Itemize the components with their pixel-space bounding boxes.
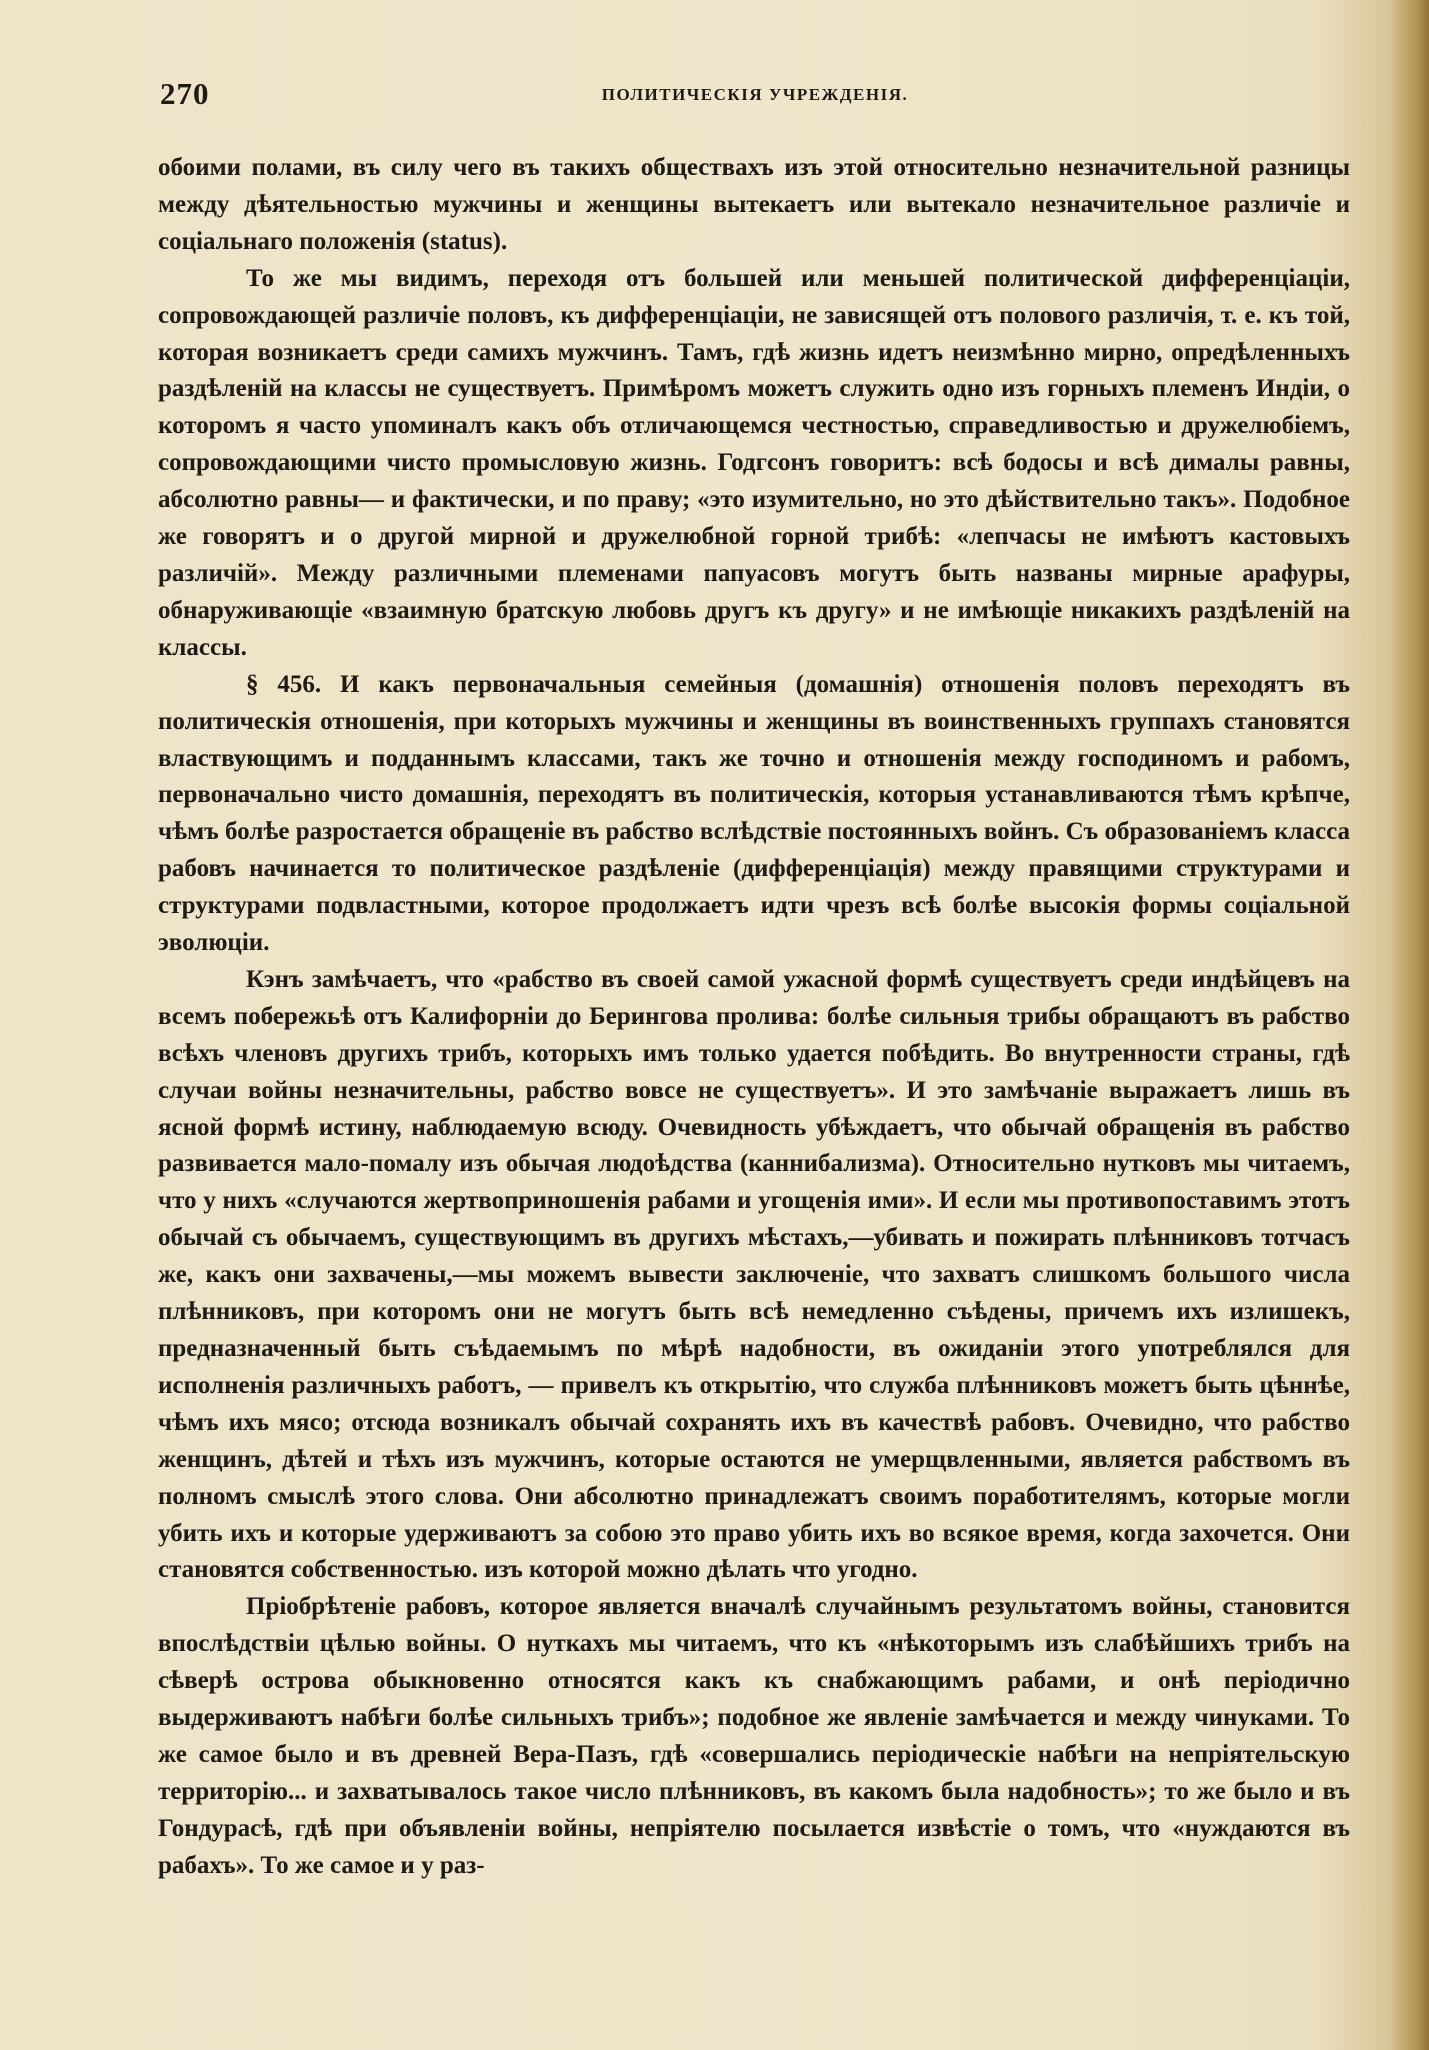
paragraph: Кэнъ замѣчаетъ, что «рабство въ своей самой ужасной формѣ существуетъ среди индѣйцевъ на всемъ побережьѣ отъ Калифорніи до Берингова пролива: болѣе сильныя трибы обращаютъ въ рабство всѣхъ членовъ другихъ трибъ, которыхъ имъ только удается побѣдить. Во внутренности страны, гдѣ случаи войны незначительны, рабство вовсе не существуетъ». И это замѣчаніе выражаетъ лишь въ ясной формѣ истину, наблюдаемую всюду. Очевидность убѣждаетъ, что обычай обращенія въ рабство развивается мало-помалу изъ обычая людоѣдства (каннибализма). Относительно нутковъ мы читаемъ, что у нихъ «случаются жертвоприношенія рабами и угощенія ими». И если мы противопоставимъ этотъ обычай съ обычаемъ, существующимъ въ другихъ мѣстахъ,—убивать и пожирать плѣнниковъ тотчасъ же, какъ они захвачены,—мы можемъ вывести заключеніе, что захватъ слишкомъ большого числа плѣнниковъ, при которомъ они не могутъ быть всѣ немедленно съѣдены, причемъ ихъ излишекъ, предназначенный быть съѣдаемымъ по мѣрѣ надобности, въ ожиданіи этого употреблялся для исполненія различныхъ работъ, — привелъ къ открытію, что служба плѣнниковъ можетъ быть цѣннѣе, чѣмъ ихъ мясо; отсюда возникалъ обычай сохранять ихъ въ качествѣ рабовъ. Очевидно, что рабство женщинъ, дѣтей и тѣхъ изъ мужчинъ, которые остаются не умерщвленными, является рабствомъ въ полномъ смыслѣ этого слова. Они абсолютно принадлежатъ своимъ поработителямъ, которые могли убить ихъ и которые удерживаютъ за собою это право убить ихъ во всякое время, когда захочется. Они становятся собственностью. изъ которой можно дѣлать что угодно. — [158, 965, 1350, 1584]
page-header — [160, 76, 1350, 116]
paragraph: То же мы видимъ, переходя отъ большей или меньшей политической дифференціаціи, сопровождающей различіе половъ, къ дифференціаціи, не зависящей отъ полового различія, т. е. къ той, которая возникаетъ среди самихъ мужчинъ. Тамъ, гдѣ жизнь идетъ неизмѣнно мирно, опредѣленныхъ раздѣленій на классы не существуетъ. Примѣромъ можетъ служить одно изъ горныхъ племенъ Индіи, о которомъ я часто упоминалъ какъ объ отличающемся честностью, справедливостью и дружелюбіемъ, сопровождающими чисто промысловую жизнь. Годгсонъ говоритъ: всѣ бодосы и всѣ дималы равны, абсолютно равны— и фактически, и по праву; «это изумительно, но это дѣйствительно такъ». Подобное же говорятъ и о другой мирной и дружелюбной горной трибѣ: «лепчасы не имѣютъ кастовыхъ различій». Между различными племенами папуасовъ могутъ быть названы мирные арафуры, обнаруживающіе «взаимную братскую любовь другъ къ другу» и не имѣющіе никакихъ раздѣленій на классы. — [158, 264, 1350, 661]
running-title: ПОЛИТИЧЕСКІЯ УЧРЕЖДЕНІЯ. — [601, 85, 909, 104]
page-body-text — [158, 150, 1350, 1885]
paragraph-section-456: § 456. И какъ первоначальныя семейныя (домашнія) отношенія половъ переходятъ въ политическія отношенія, при которыхъ мужчины и женщины въ воинственныхъ группахъ становятся властвующимъ и подданнымъ классами, такъ же точно и отношенія между господиномъ и рабомъ, первоначально чисто домашнія, переходятъ въ политическія, которыя устанавливаются тѣмъ крѣпче, чѣмъ болѣе разростается обращеніе въ рабство вслѣдствіе постоянныхъ войнъ. Съ образованіемъ класса рабовъ начинается то политическое раздѣленіе (дифференціація) между правящими структурами и структурами подвластными, которое продолжаетъ идти чрезъ всѣ болѣе высокія формы соціальной эволюціи. — [158, 670, 1350, 957]
page-number: 270 — [160, 76, 210, 111]
paragraph-continuation: обоими полами, въ силу чего въ такихъ обществахъ изъ этой относительно незначительной разницы между дѣятельностью мужчины и женщины вытекаетъ или вытекало незначительное различіе и соціальнаго положенія (status). — [158, 154, 1350, 255]
book-edge-shadow — [1391, 0, 1429, 2050]
paragraph: Пріобрѣтеніе рабовъ, которое является вначалѣ случайнымъ результатомъ войны, становится впослѣдствіи цѣлью войны. О нуткахъ мы читаемъ, что къ «нѣкоторымъ изъ слабѣйшихъ трибъ на сѣверѣ острова обыкновенно относятся какъ къ снабжающимъ рабами, и онѣ періодично выдерживаютъ набѣги болѣе сильныхъ трибъ»; подобное же явленіе замѣчается и между чинуками. То же самое было и въ древней Вера-Пазъ, гдѣ «совершались періодическіе набѣги на непріятельскую территорію... и захватывалось такое число плѣнниковъ, въ какомъ была надобность»; то же было и въ Гондурасѣ, гдѣ при объявленіи войны, непріятелю посылается извѣстіе о томъ, что «нуждаются въ рабахъ». То же самое и у раз- — [158, 1593, 1350, 1879]
